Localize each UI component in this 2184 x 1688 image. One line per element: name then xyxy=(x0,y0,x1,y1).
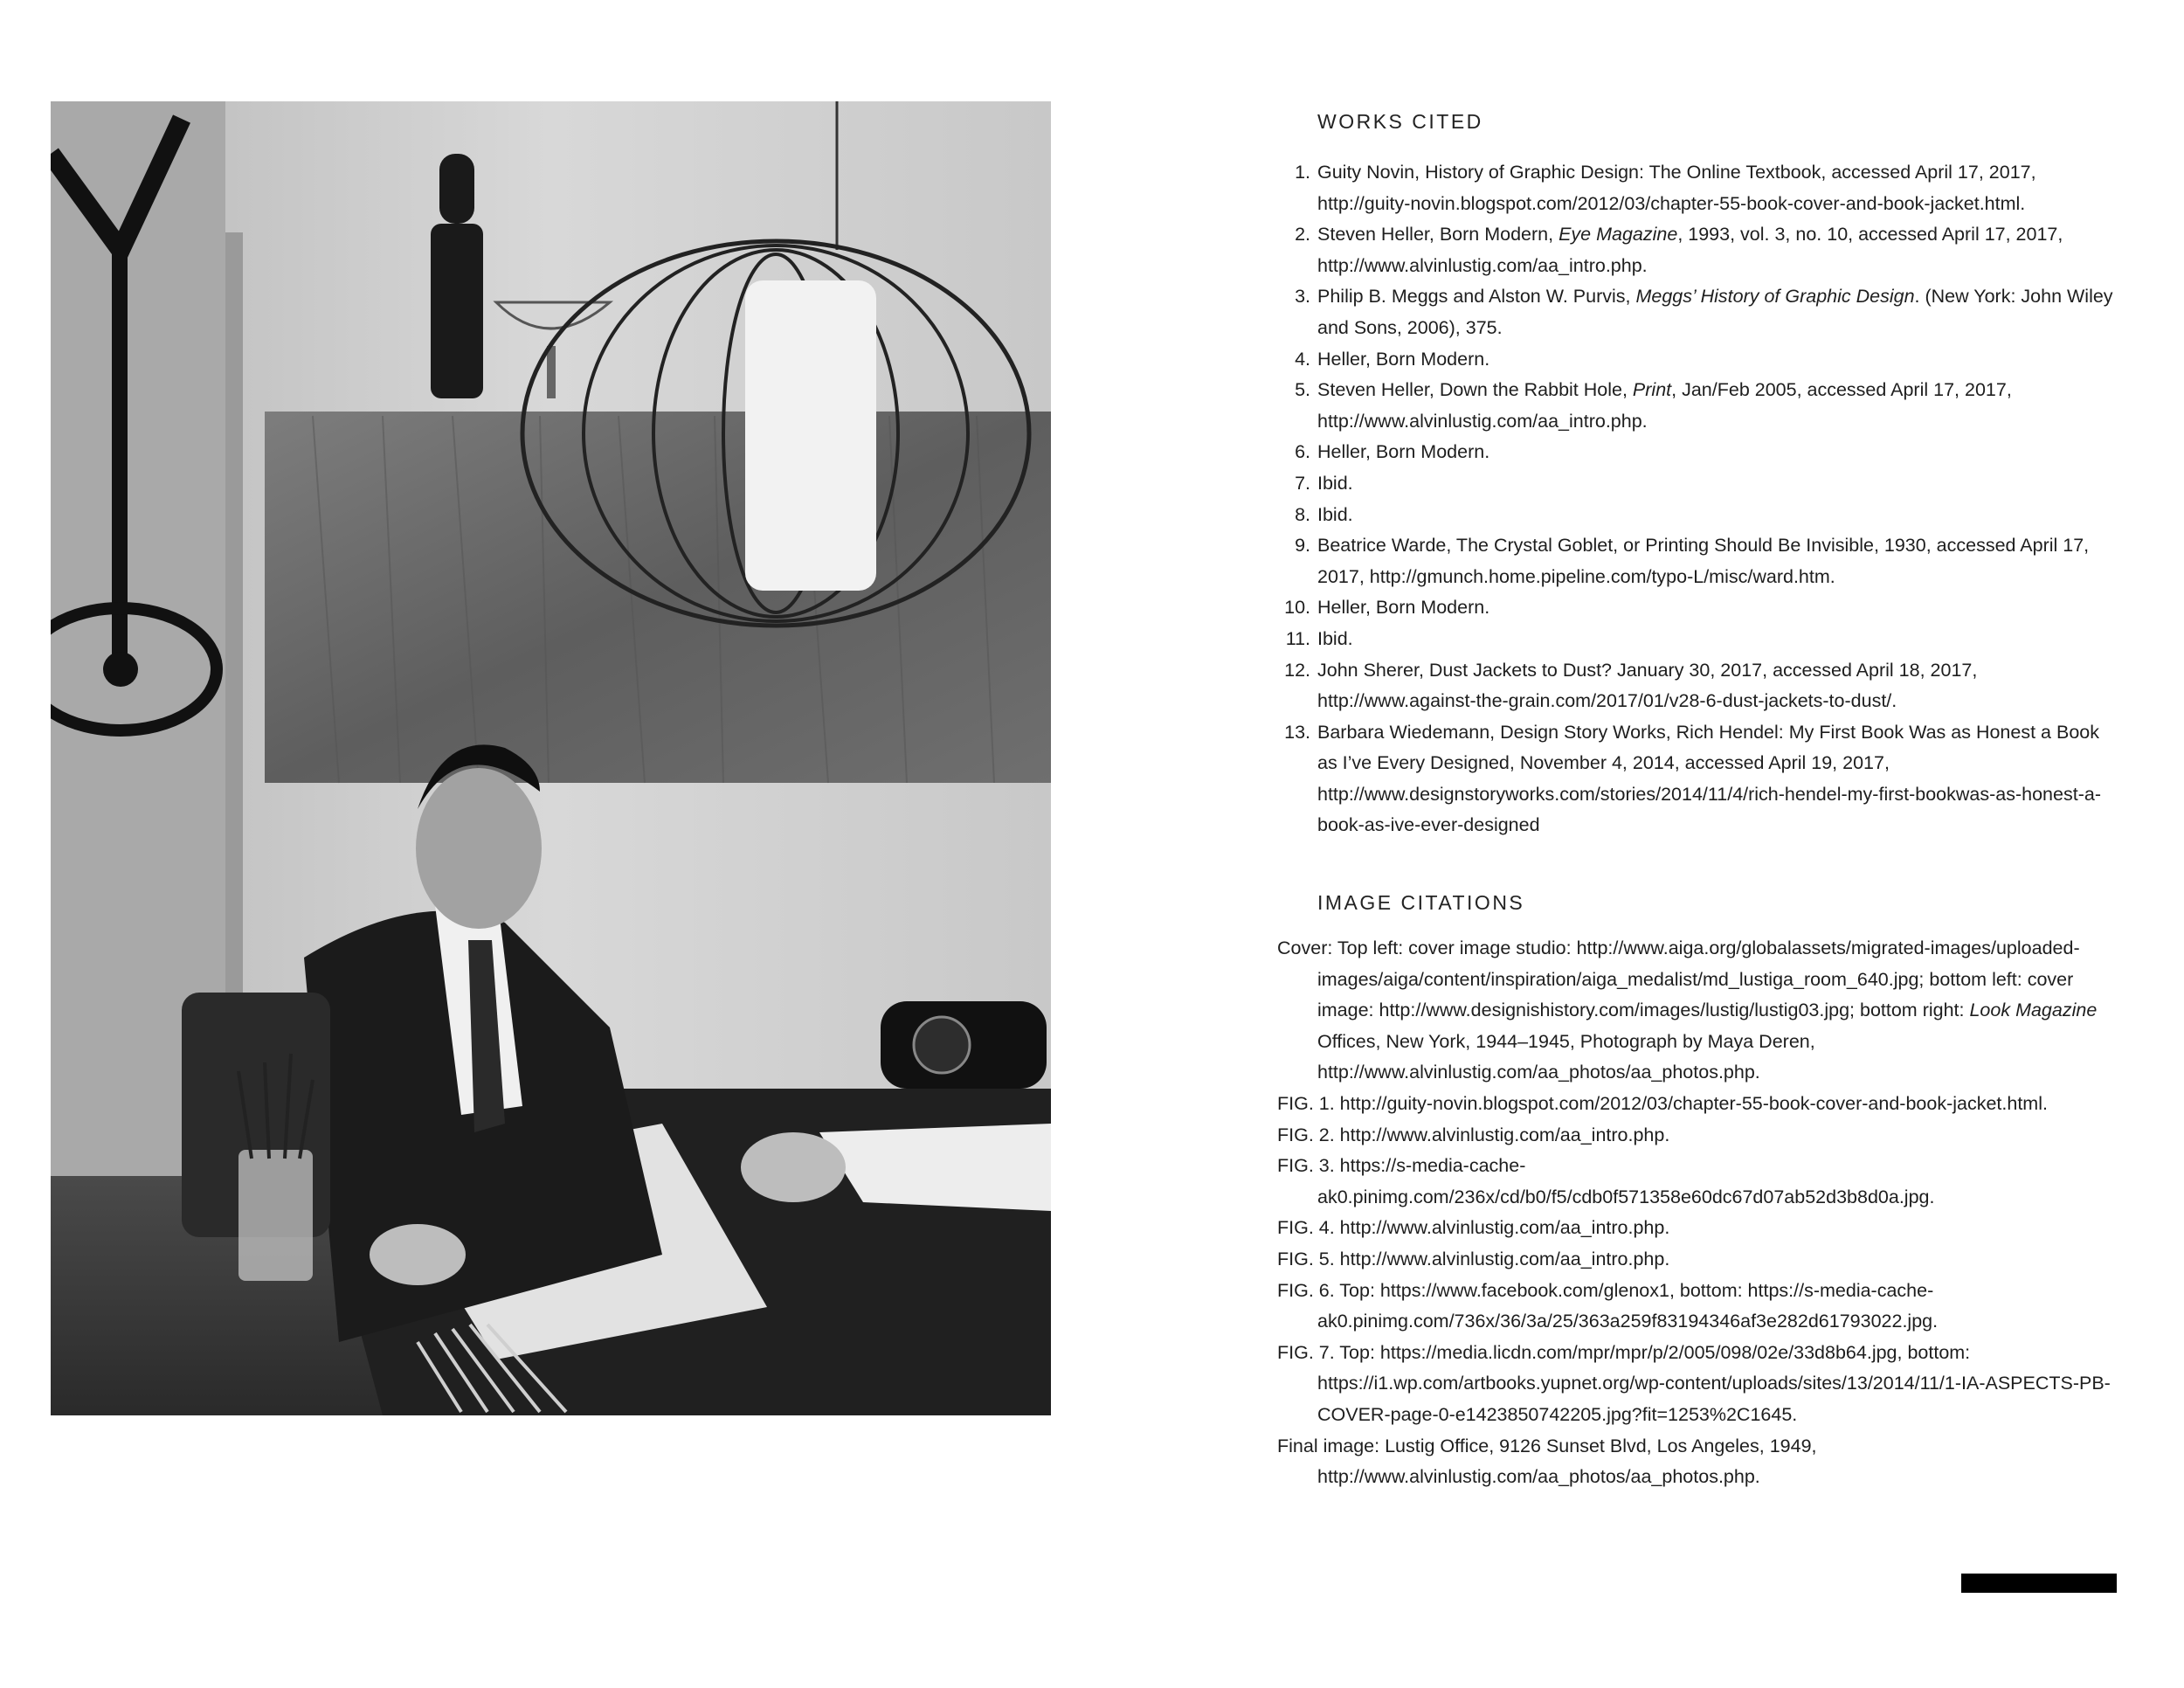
citation-text-segment: FIG. 6. Top: https://www.facebook.com/glenox1, bottom: https://s-media-cache-ak0.pinimg.com/736x/36/3a/25/363a259f83194346af3e282d61793022.jpg. xyxy=(1277,1279,1939,1332)
image-citation-item xyxy=(1277,1244,2116,1276)
works-cited-number: 1. xyxy=(1295,162,1310,183)
citation-text-segment: Offices, New York, 1944–1945, Photograph by Maya Deren, http://www.alvinlustig.com/aa_photos/aa_photos.php. xyxy=(1317,1030,1815,1083)
image-citation-item xyxy=(1277,1089,2116,1120)
citation-text-segment: Eye Magazine xyxy=(1559,224,1678,246)
image-citations-heading: IMAGE CITATIONS xyxy=(1317,891,1525,914)
citation-text-segment: Heller, Born Modern. xyxy=(1317,441,1490,463)
works-cited-number: 6. xyxy=(1295,441,1310,463)
works-cited-item xyxy=(1277,281,2116,343)
citation-text-segment: FIG. 4. http://www.alvinlustig.com/aa_intro.php. xyxy=(1277,1217,1670,1239)
citation-text-segment: Heller, Born Modern. xyxy=(1317,597,1490,619)
works-cited-list xyxy=(1277,157,2116,841)
image-citation-item xyxy=(1277,1151,2116,1213)
works-cited-item xyxy=(1277,157,2116,219)
citation-text-segment: Final image: Lustig Office, 9126 Sunset Blvd, Los Angeles, 1949, http://www.alvinlustig.com/aa_photos/aa_photos.php. xyxy=(1277,1435,1817,1488)
citation-text-segment: Ibid. xyxy=(1317,627,1353,649)
citation-text-segment: , Jan/Feb 2005, accessed April 17, 2017, http://www.alvinlustig.com/aa_intro.php. xyxy=(1317,379,2012,432)
citation-text-segment: Philip B. Meggs and Alston W. Purvis, xyxy=(1317,286,1636,308)
citation-text-segment: FIG. 3. https://s-media-cache-ak0.pinimg.com/236x/cd/b0/f5/cdb0f571358e60dc67d07ab52d3b8d0a.jpg. xyxy=(1277,1155,1935,1207)
works-cited-number: 10. xyxy=(1284,597,1310,619)
office-photograph-illustration xyxy=(51,101,1051,1415)
works-cited-item xyxy=(1277,655,2116,717)
image-citation-item xyxy=(1277,1213,2116,1244)
works-cited-number: 3. xyxy=(1295,286,1310,308)
citation-text-segment: Meggs’ History of Graphic Design xyxy=(1635,286,1915,308)
citation-text-segment: Look Magazine xyxy=(1969,1000,2098,1021)
works-cited-item xyxy=(1277,219,2116,281)
works-cited-number: 4. xyxy=(1295,348,1310,370)
works-cited-number: 12. xyxy=(1284,659,1310,681)
image-citation-item xyxy=(1277,1431,2116,1493)
citation-text-segment: Print xyxy=(1632,379,1672,401)
works-cited-number: 7. xyxy=(1295,472,1310,494)
citation-text-segment: Beatrice Warde, The Crystal Goblet, or Printing Should Be Invisible, 1930, accessed April 17, 2017, http://gmunch.home.pipeline.com/typo-L/misc/ward.htm. xyxy=(1317,535,2090,587)
citation-text-segment: FIG. 2. http://www.alvinlustig.com/aa_intro.php. xyxy=(1277,1124,1670,1145)
works-cited-item xyxy=(1277,624,2116,655)
works-cited-item xyxy=(1277,717,2116,841)
works-cited-number: 8. xyxy=(1295,503,1310,525)
citation-text-segment: John Sherer, Dust Jackets to Dust? January 30, 2017, accessed April 18, 2017, http://www.against-the-grain.com/2017/01/v28-6-dust-jackets-to-dust/. xyxy=(1317,659,1978,712)
citation-text-segment: FIG. 1. http://guity-novin.blogspot.com/2012/03/chapter-55-book-cover-and-book-jacket.html. xyxy=(1277,1092,2048,1114)
image-citations-list xyxy=(1277,933,2116,1493)
works-cited-item xyxy=(1277,375,2116,437)
citation-text-segment: FIG. 7. Top: https://media.licdn.com/mpr/mpr/p/2/005/098/02e/33d8b64.jpg, bottom: https://i1.wp.com/artbooks.yupnet.org/wp-content/uploads/sites/13/2014/11/1-IA-ASPECTS-PB-COVER-page-0-e1423850742205.jpg?fit=1253%2C1645. xyxy=(1277,1341,2111,1425)
footer-bar xyxy=(1961,1574,2117,1593)
citation-text-segment: Steven Heller, Born Modern, xyxy=(1317,224,1559,246)
image-citation-item xyxy=(1277,933,2116,1089)
works-cited-heading: WORKS CITED xyxy=(1317,110,1483,133)
citation-text-segment: Ibid. xyxy=(1317,503,1353,525)
works-cited-number: 2. xyxy=(1295,224,1310,246)
citation-text-segment: . (New York: John Wiley and Sons, 2006), 375. xyxy=(1317,286,2113,338)
citation-text-segment: Steven Heller, Down the Rabbit Hole, xyxy=(1317,379,1633,401)
works-cited-number: 11. xyxy=(1285,627,1310,649)
citation-text-segment: Barbara Wiedemann, Design Story Works, Rich Hendel: My First Book Was as Honest a Book as I’ve Every Designed, November 4, 2014, accessed April 19, 2017, http://www.designstoryworks.com/stories/2014/11/4/rich-hendel-my-first-bookwas-as-honest-a-book-as-ive-ever-designed xyxy=(1317,721,2101,836)
works-cited-item xyxy=(1277,468,2116,500)
image-citation-item xyxy=(1277,1338,2116,1431)
citation-text-segment: Guity Novin, History of Graphic Design: The Online Textbook, accessed April 17, 2017, http://guity-novin.blogspot.com/2012/03/chapter-55-book-cover-and-book-jacket.html. xyxy=(1317,162,2036,214)
citation-text-segment: Cover: Top left: cover image studio: http://www.aiga.org/globalassets/migrated-images/uploaded-images/aiga/content/inspiration/aiga_medalist/md_lustiga_room_640.jpg; bottom left: cover image: http://www.designishistory.com/images/lustig/lustig03.jpg; bottom right: xyxy=(1277,937,2080,1021)
citation-text-segment: Heller, Born Modern. xyxy=(1317,348,1490,370)
works-cited-item xyxy=(1277,530,2116,592)
citation-text-segment: , 1993, vol. 3, no. 10, accessed April 17, 2017, http://www.alvinlustig.com/aa_intro.php. xyxy=(1317,224,2063,276)
works-cited-item xyxy=(1277,500,2116,531)
works-cited-number: 13. xyxy=(1284,721,1310,743)
works-cited-item xyxy=(1277,344,2116,376)
works-cited-number: 9. xyxy=(1295,535,1310,557)
office-photograph xyxy=(51,101,1051,1415)
works-cited-item xyxy=(1277,437,2116,468)
image-citation-item xyxy=(1277,1276,2116,1338)
works-cited-item xyxy=(1277,592,2116,624)
works-cited-number: 5. xyxy=(1295,379,1310,401)
image-citation-item xyxy=(1277,1120,2116,1152)
citation-text-segment: FIG. 5. http://www.alvinlustig.com/aa_intro.php. xyxy=(1277,1248,1670,1269)
citation-text-segment: Ibid. xyxy=(1317,472,1353,494)
